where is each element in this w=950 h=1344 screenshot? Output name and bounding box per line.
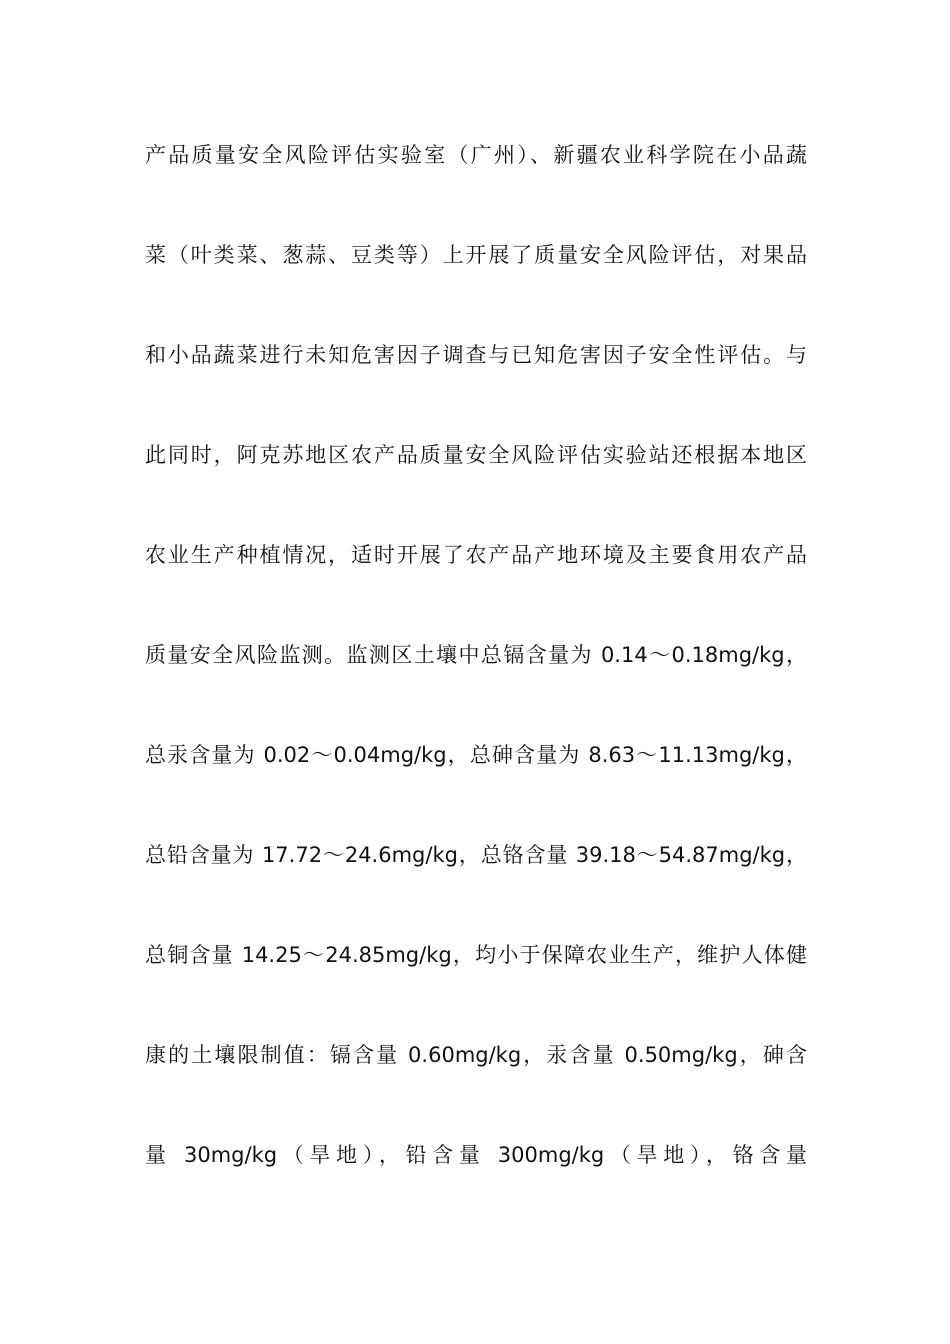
text-line-1: 产品质量安全风险评估实验室（广州）、新疆农业科学院在小品蔬 xyxy=(145,143,807,167)
text-line-11: 量 30mg/kg（旱地），铅含量 300mg/kg（旱地），铬含量 xyxy=(145,1143,807,1167)
text-line-5: 农业生产种植情况，适时开展了农产品产地环境及主要食用农产品 xyxy=(145,543,807,567)
text-line-2: 菜（叶类菜、葱蒜、豆类等）上开展了质量安全风险评估，对果品 xyxy=(145,243,807,267)
body-paragraph xyxy=(145,130,807,1230)
text-line-10: 康的土壤限制值：镉含量 0.60mg/kg，汞含量 0.50mg/kg，砷含 xyxy=(145,1043,807,1067)
text-line-3: 和小品蔬菜进行未知危害因子调查与已知危害因子安全性评估。与 xyxy=(145,343,807,367)
text-line-7: 总汞含量为 0.02～0.04mg/kg，总砷含量为 8.63～11.13mg/kg， xyxy=(145,743,807,767)
text-line-4: 此同时，阿克苏地区农产品质量安全风险评估实验站还根据本地区 xyxy=(145,443,807,467)
text-line-8: 总铅含量为 17.72～24.6mg/kg，总铬含量 39.18～54.87mg/kg， xyxy=(145,843,807,867)
text-line-9: 总铜含量 14.25～24.85mg/kg，均小于保障农业生产，维护人体健 xyxy=(145,943,807,967)
text-line-6: 质量安全风险监测。监测区土壤中总镉含量为 0.14～0.18mg/kg， xyxy=(145,643,807,667)
